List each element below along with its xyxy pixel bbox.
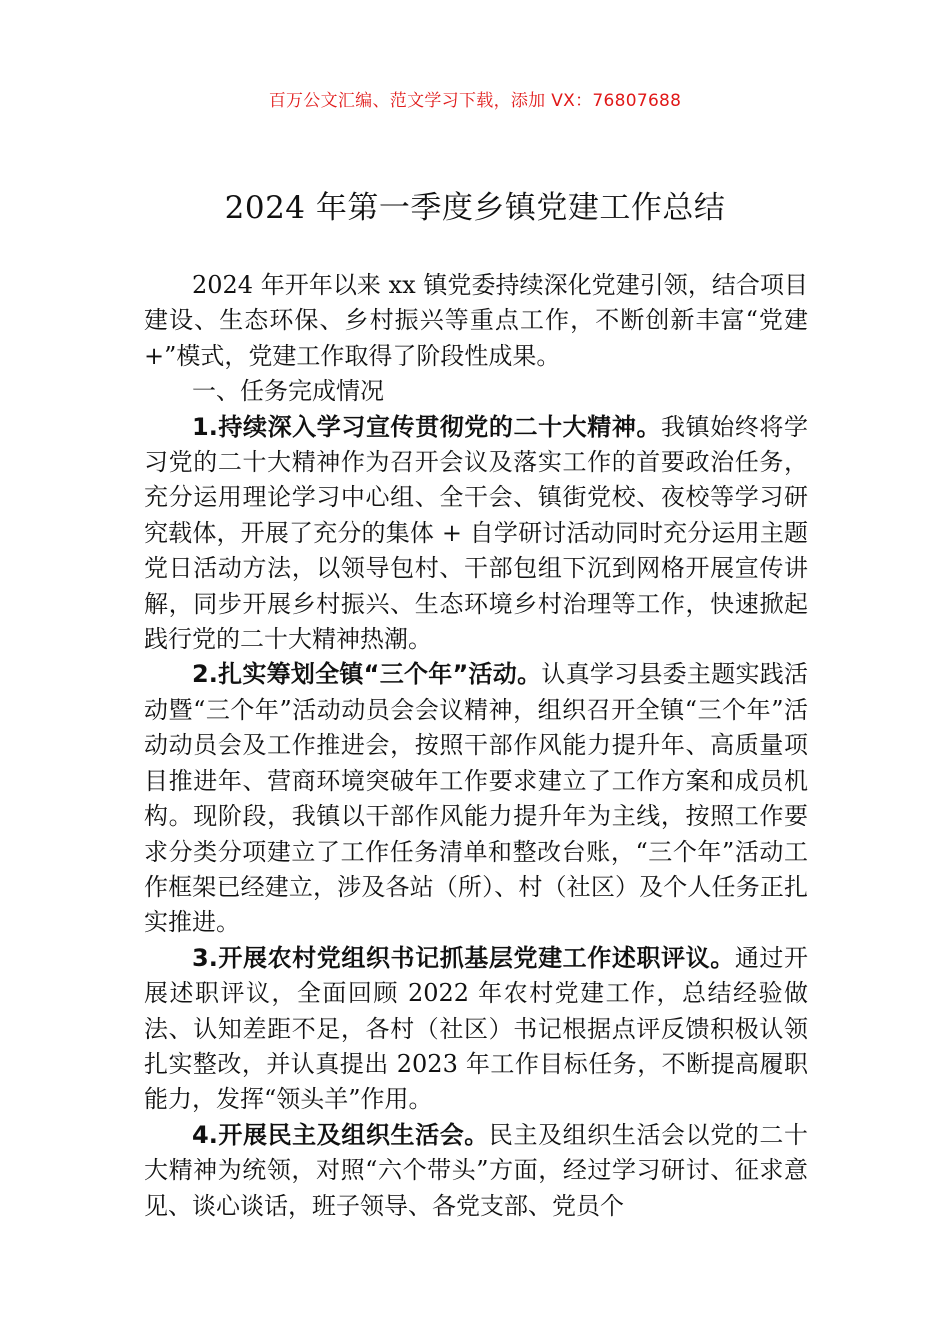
item-paragraph-1 <box>144 410 808 658</box>
item-paragraph-2 <box>144 657 808 940</box>
item-paragraph-3 <box>144 941 808 1118</box>
item-lead: 2.扎实筹划全镇“三个年”活动。 <box>192 660 542 689</box>
item-text: 民主及组织生活会以党的二十大精神为统领，对照“六个带头”方面，经过学习研讨、征求意见、谈心谈话，班子领导、各党支部、党员个 <box>144 1120 808 1220</box>
intro-paragraph: 2024 年开年以来 xx 镇党委持续深化党建引领，结合项目建设、生态环保、乡村振兴等重点工作，不断创新丰富“党建+”模式，党建工作取得了阶段性成果。 <box>144 271 808 370</box>
item-text: 我镇始终将学习党的二十大精神作为召开会议及落实工作的首要政治任务，充分运用理论学习中心组、全干会、镇街党校、夜校等学习研究载体，开展了充分的集体 + 自学研讨活动同时充分运用主题党日活动方法，以领导包村、干部包组下沉到网格开展宣传讲解，同步开展乡村振兴、生态环境乡村治理等工作，快速掀起践行党的二十大精神热潮。 <box>144 412 808 654</box>
item-text: 通过开展述职评议，全面回顾 2022 年农村党建工作，总结经验做法、认知差距不足，各村（社区）书记根据点评反馈积极认领扎实整改，并认真提出 2023 年工作目标任务，不断提高履职能力，发挥“领头羊”作用。 <box>144 943 808 1114</box>
item-text: 认真学习县委主题实践活动暨“三个年”活动动员会会议精神，组织召开全镇“三个年”活动动员会及工作推进会，按照干部作风能力提升年、高质量项目推进年、营商环境突破年工作要求建立了工作方案和成员机构。现阶段，我镇以干部作风能力提升年为主线，按照工作要求分类分项建立了工作任务清单和整改台账，“三个年”活动工作框架已经建立，涉及各站（所）、村（社区）及个人任务正扎实推进。 <box>144 660 808 937</box>
section-heading: 一、任务完成情况 <box>192 377 384 406</box>
header-watermark-note: 百万公文汇编、范文学习下载，添加 VX：76807688 <box>268 91 682 111</box>
document-body <box>144 268 808 1224</box>
item-paragraph-4 <box>144 1118 808 1224</box>
item-lead: 3.开展农村党组织书记抓基层党建工作述职评议。 <box>192 943 735 972</box>
item-lead: 4.开展民主及组织生活会。 <box>192 1120 489 1149</box>
item-lead: 1.持续深入学习宣传贯彻党的二十大精神。 <box>192 412 662 441</box>
document-title: 2024 年第一季度乡镇党建工作总结 <box>224 190 726 226</box>
